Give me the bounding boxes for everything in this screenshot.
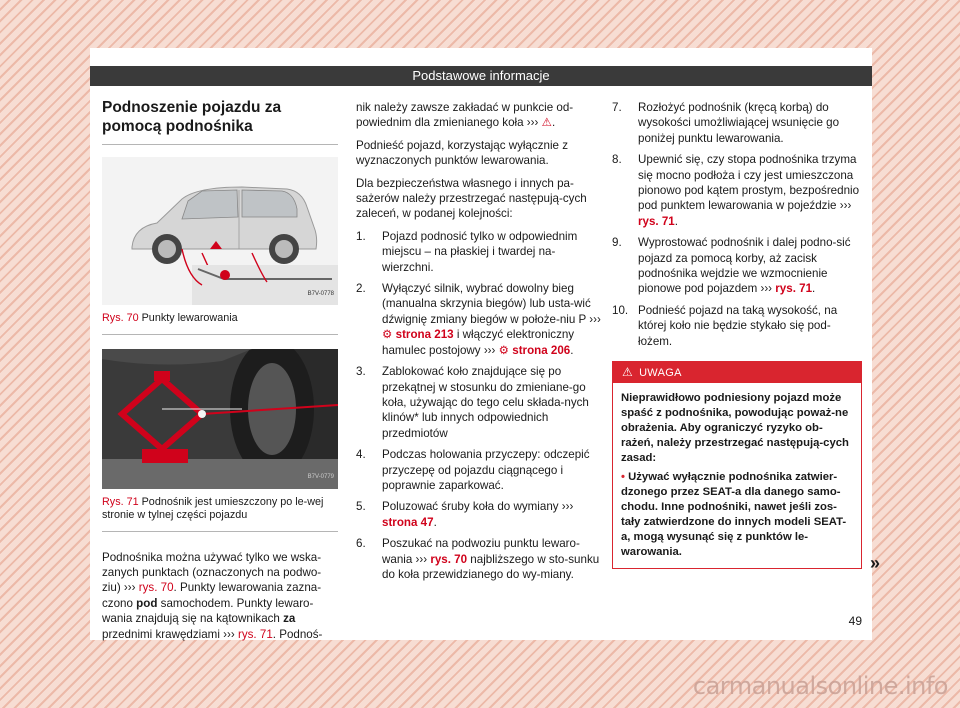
figure-caption [102,305,338,334]
text-run: samochodem. Punkty lewaro-wania znajdują się na kątownikach [102,596,314,626]
jack-under-car-illustration [102,349,338,489]
bold-text: pod [136,596,158,610]
list-item [356,229,604,275]
figure-link[interactable]: rys. 70 [138,581,174,595]
text-run: Wyprostować podnośnik i dalej podno-sić pojazd za pomocą korby, aż zacisk podnośnika wejdzie we wzmocnienie pionowe pod pojazdem ››› [638,236,851,296]
step-text [382,536,604,582]
warning-body [612,383,862,569]
figure-70 [102,157,338,335]
warning-icon[interactable]: ⚠ [541,116,553,130]
warning-header [612,361,862,383]
page-link[interactable]: strona 213 [395,328,454,342]
column-middle [356,100,604,588]
figure-link[interactable]: rys. 71 [237,627,273,641]
manual-page [90,48,880,641]
page-link[interactable]: strona 47 [382,515,434,529]
figure-label: Rys. 71 [102,495,139,508]
step-text [382,281,604,358]
figure-link[interactable]: rys. 71 [775,282,813,296]
warning-title: UWAGA [639,367,682,380]
column-left [102,98,338,642]
text-run: . Punkty lewarowania zazna-czono [102,581,322,610]
list-item [356,364,604,441]
list-item [612,100,862,146]
section-title: Podnoszenie pojazdu za pomocą podnośnika [102,98,338,145]
figure-caption [102,489,338,531]
column-right [612,100,880,573]
step-number: 8. [612,153,622,167]
page-link[interactable]: strona 206 [512,343,571,357]
text-run: Podnośnika można używać tylko we wska-zanych punktach (oznaczonych na podwo-ziu) [102,550,322,595]
step-text: Podczas holowania przyczepy: odczepić przyczepę od pojazdu ciągnącego i poprawnie zaparkować. [382,448,590,492]
bold-text: za [283,612,296,626]
continue-arrow: » [869,552,880,573]
step-number: 2. [356,282,366,296]
text-run: najbliższego w sto-sunku do koła przewidzianego do wy-miany. [382,552,600,581]
warning-box [612,361,880,573]
car-lift-points-illustration [102,157,338,305]
list-item [356,536,604,582]
list-item [356,447,604,493]
list-item [612,152,862,229]
step-number: 5. [356,500,366,514]
text-run: . [552,116,556,130]
list-item [612,235,862,297]
step-text: Zablokować koło znajdujące się po przekątnej w stosunku do zmieniane-go koła, używając do tego celu składa-nych klinów* lub innych odpowiednich przedmiotów [382,365,589,440]
step-text: Pojazd podnosić tylko w odpowiednim miejscu – na płaskiej i twardej na-wierzchni. [382,229,578,274]
list-item [356,499,604,530]
text-run: . [812,282,816,296]
figure-link[interactable]: rys. 70 [430,552,468,566]
list-item [356,281,604,358]
text-run: Wyłączyć silnik, wybrać dowolny bieg (manualna skrzynia biegów) lub usta-wić dźwignię zmiany biegów w położe-niu P ››› [382,282,601,326]
step-number: 1. [356,229,366,243]
step-number: 3. [356,365,366,379]
warning-triangle-icon: ⚠ [622,365,634,380]
text-run: . [570,343,574,357]
text-run: Poszukać na podwoziu punktu lewaro-wania ››› [382,537,580,566]
figure-code: B7V-0779 [307,474,334,481]
text-run: . Podnoś- [272,627,323,641]
figure-label: Rys. 70 [102,312,139,324]
intro-paragraph [102,550,338,642]
step-number: 9. [612,236,622,250]
text-run: i włączyć elektroniczny hamulec postojowy ››› [382,328,575,357]
figure-code: B7V-0778 [307,290,334,297]
page-header: Podstawowe informacje [90,66,872,86]
steps-list-part1 [356,229,604,583]
step-number: 10. [612,303,629,317]
text-run: . [674,214,678,228]
figure-caption-text: Punkty lewarowania [141,312,238,324]
text-run: nik należy zawsze zakładać w punkcie od-powiednim dla zmienianego koła [356,101,574,130]
list-item [612,303,862,349]
step-number: 4. [356,448,366,462]
gear-shift-icon: ⚙ [498,343,513,357]
step-text [382,499,604,530]
figure-71 [102,349,338,532]
step-text [638,235,862,297]
step-number: 7. [612,101,622,114]
step-text: Podnieść pojazd na taką wysokość, na której koło nie będzie stykało się pod-łożem. [638,303,838,348]
paragraph [356,100,604,131]
arrow-ref: ››› [223,627,235,641]
gear-shift-icon: ⚙ [382,328,396,342]
warning-bullet-item [621,470,854,560]
arrow-ref: ››› [123,581,136,595]
paragraph: Podnieść pojazd, korzystając wyłącznie z wyznaczonych punktów lewarowania. [356,138,569,168]
text-run: przednimi krawędziami [102,627,224,641]
step-text [638,152,862,229]
text-run: Poluzować śruby koła do wymiany ››› [382,500,574,514]
warning-text: Nieprawidłowo podniesiony pojazd może spaść z podnośnika, powodując poważ-ne obrażenia. Aby ograniczyć ryzyko ob-rażeń, należy przestrzegać następują-cych zasad: [621,392,849,465]
figure-link[interactable]: rys. 71 [638,214,675,228]
page-number: 49 [848,614,862,628]
step-number: 6. [356,537,366,551]
watermark-logo: carmanualsonline.info [692,672,948,700]
paragraph: Dla bezpieczeństwa własnego i innych pa-sażerów należy przestrzegać następują-cych zaleceń, w podanej kolejności: [356,176,587,221]
bullet: • [621,471,625,484]
step-text: Rozłożyć podnośnik (kręcą korbą) do wysokości umożliwiającej wsunięcie go poniżej punktu lewarowania. [638,101,840,145]
text-run: Upewnić się, czy stopa podnośnika trzyma się mocno podłoża i czy jest umieszczona pionowo pod kątem prostym, bezpośrednio pod punktem lewarowania w pojeździe ››› [638,153,860,213]
text-run: . [433,515,437,529]
steps-list-part2 [612,100,862,349]
arrow-ref: ››› [526,116,539,130]
figure-caption-text: Podnośnik jest umieszczony po le-wej stronie w tylnej części pojazdu [102,495,324,521]
warning-text: Używać wyłącznie podnośnika zatwier-dzonego przez SEAT-a dla danego samo-chodu. Inne podnośniki, nawet jeśli zos-tały zatwierdzone do innych modeli SEAT-a, mogą wysunąć się z punktów le-warowania. [621,471,847,559]
